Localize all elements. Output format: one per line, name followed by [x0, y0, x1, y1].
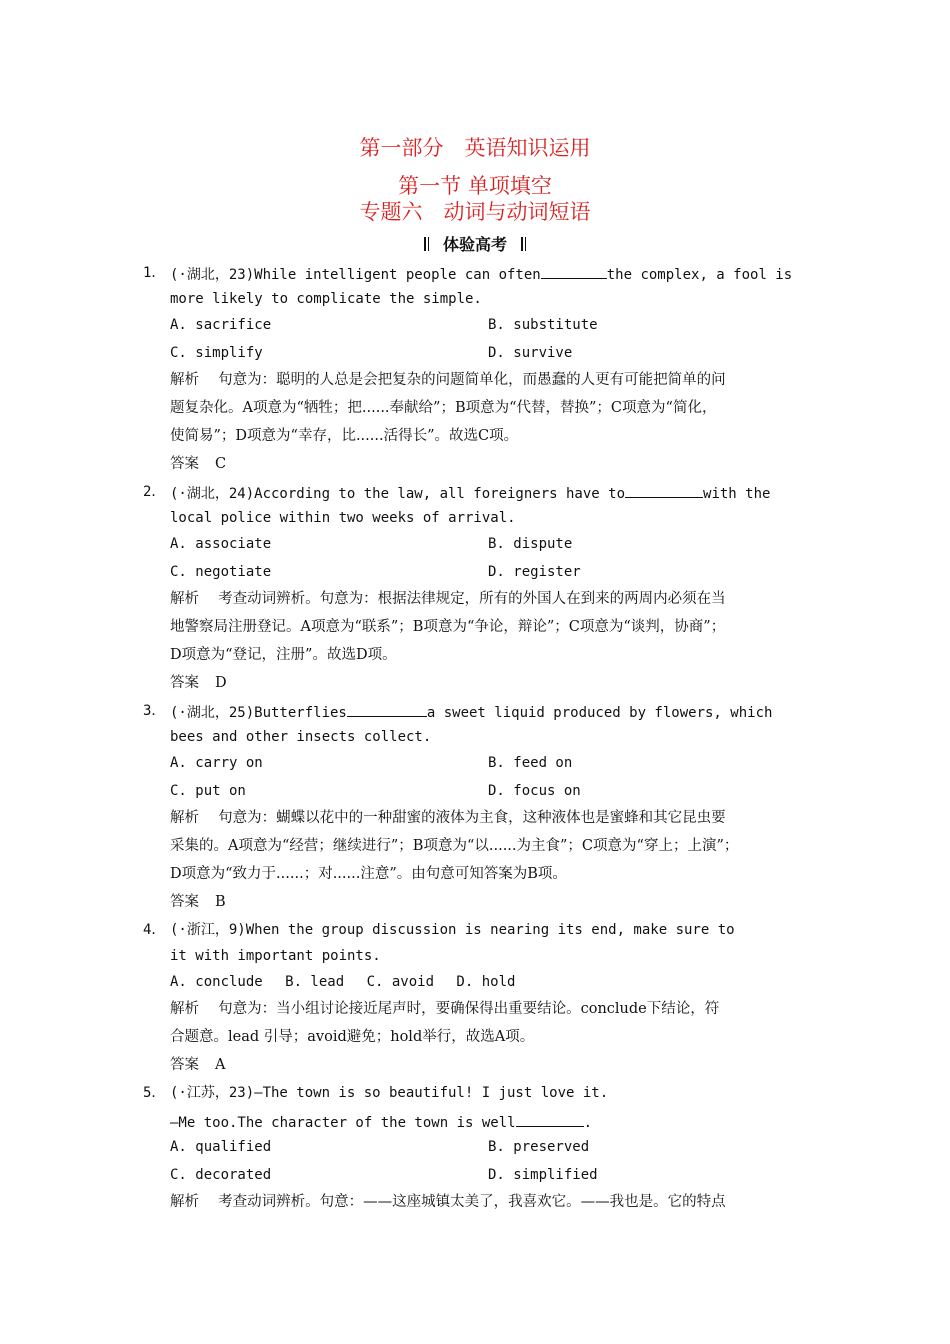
answer-blank — [516, 1111, 584, 1127]
option-d: D. simplified — [488, 1167, 598, 1183]
option-c: C. negotiate — [170, 564, 272, 580]
answer-blank — [625, 482, 703, 498]
question-4-analysis-2: 合题意。lead 引导；avoid避免；hold举行，故选A项。 — [170, 1029, 535, 1045]
question-1-options-row2 — [170, 343, 820, 363]
option-c: C. put on — [170, 783, 246, 799]
option-b: B. substitute — [488, 317, 598, 333]
banner-bar-left — [424, 237, 429, 251]
question-1-stem-cont: more likely to complicate the simple. — [170, 291, 482, 307]
question-3-options-row2 — [170, 781, 820, 801]
option-d: D. focus on — [488, 783, 581, 799]
question-3-answer: 答案 B — [170, 894, 226, 910]
question-4-analysis-1: 解析 句意为：当小组讨论接近尾声时，要确保得出重要结论。conclude下结论，符 — [170, 1001, 720, 1017]
question-1-options-row1 — [170, 315, 820, 335]
question-1-analysis-1: 解析 句意为：聪明的人总是会把复杂的问题简单化，而愚蠢的人更有可能把简单的问 — [170, 372, 726, 388]
question-5-stem: 5． (·江苏，23)—The town is so beautiful! I just love it. — [143, 1085, 609, 1101]
answer-blank — [541, 263, 607, 279]
question-3-options-row1 — [170, 753, 820, 773]
question-1-answer: 答案 C — [170, 456, 227, 472]
question-2-options-row2 — [170, 562, 820, 582]
question-5-analysis-1: 解析 考查动词辨析。句意：——这座城镇太美了，我喜欢它。——我也是。它的特点 — [170, 1194, 726, 1210]
section-banner — [0, 234, 950, 256]
question-4-stem: 4． (·浙江，9)When the group discussion is nearing its end, make sure to — [143, 922, 735, 938]
question-5-stem-cont: —Me too.The character of the town is well . — [170, 1111, 820, 1133]
question-3-stem: 3． (·湖北，25)Butterflies a sweet liquid produced by flowers, which — [143, 703, 773, 721]
question-4-options: A. conclude B. lead C. avoid D. hold — [170, 974, 516, 990]
question-3-stem-cont: bees and other insects collect. — [170, 729, 432, 745]
question-2-answer: 答案 D — [170, 675, 227, 691]
question-number: 5． — [143, 1085, 166, 1101]
question-2-analysis-3: D项意为“登记，注册”。故选D项。 — [170, 647, 397, 663]
question-3-analysis-3: D项意为“致力于......；对......注意”。由句意可知答案为B项。 — [170, 866, 567, 882]
question-1-analysis-3: 使简易”；D项意为“幸存，比......活得长”。故选C项。 — [170, 428, 519, 444]
question-2-options-row1 — [170, 534, 820, 554]
option-d: D. register — [488, 564, 581, 580]
question-1-stem: 1． (·湖北，23)While intelligent people can often the complex, a fool is — [143, 265, 793, 283]
question-4-answer: 答案 A — [170, 1057, 226, 1073]
question-2-analysis-2: 地警察局注册登记。A项意为“联系”；B项意为“争论，辩论”；C项意为“谈判，协商”； — [170, 619, 726, 635]
question-5-options-row2 — [170, 1165, 820, 1185]
option-a: A. qualified — [170, 1139, 272, 1155]
answer-blank — [347, 701, 427, 717]
question-3-analysis-1: 解析 句意为：蝴蝶以花中的一种甜蜜的液体为主食，这种液体也是蜜蜂和其它昆虫要 — [170, 810, 726, 826]
banner-bar-right — [521, 237, 526, 251]
option-b: B. preserved — [488, 1139, 590, 1155]
option-c: C. simplify — [170, 345, 263, 361]
question-2-analysis-1: 解析 考查动词辨析。句意为：根据法律规定，所有的外国人在到来的两周内必须在当 — [170, 591, 726, 607]
question-number: 4． — [143, 922, 166, 938]
section-title: 第一节 单项填空 — [398, 174, 552, 198]
question-1-analysis-2: 题复杂化。A项意为“牺牲；把......奉献给”；B项意为“代替，替换”；C项意为“简化， — [170, 400, 717, 416]
question-3-analysis-2: 采集的。A项意为“经营；继续进行”；B项意为“以......为主食”；C项意为“穿上；上演”； — [170, 838, 739, 854]
option-b: B. feed on — [488, 755, 573, 771]
option-c: C. decorated — [170, 1167, 272, 1183]
question-number: 1． — [143, 265, 166, 281]
option-a: A. sacrifice — [170, 317, 272, 333]
option-a: A. carry on — [170, 755, 263, 771]
option-b: B. dispute — [488, 536, 573, 552]
option-a: A. associate — [170, 536, 272, 552]
question-2-stem: 2． (·湖北，24)According to the law, all foreigners have to with the — [143, 484, 771, 502]
question-2-stem-cont: local police within two weeks of arrival. — [170, 510, 516, 526]
banner-text: 体验高考 — [442, 235, 507, 254]
question-4-stem-cont: it with important points. — [170, 948, 381, 964]
part-title: 第一部分 英语知识运用 — [359, 136, 591, 160]
question-number: 3． — [143, 703, 166, 719]
question-5-options-row1 — [170, 1137, 820, 1157]
question-number: 2． — [143, 484, 166, 500]
topic-title: 专题六 动词与动词短语 — [359, 200, 591, 224]
option-d: D. survive — [488, 345, 573, 361]
